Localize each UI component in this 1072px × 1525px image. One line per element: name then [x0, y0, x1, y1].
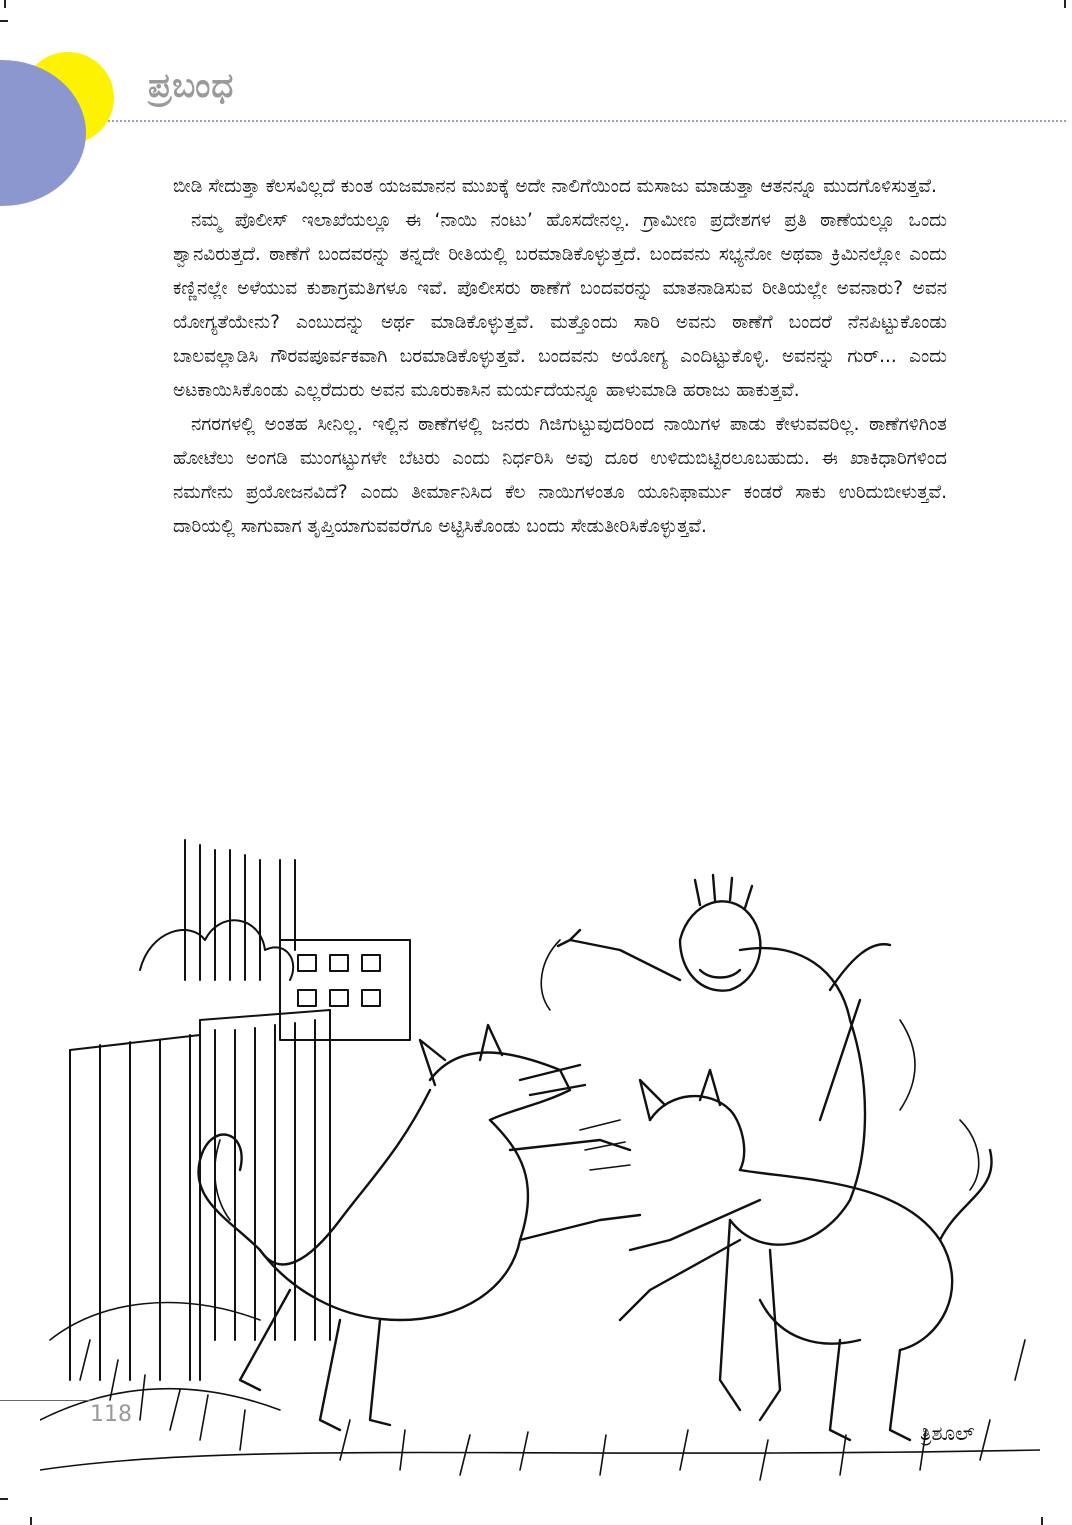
- article-body: [173, 170, 947, 544]
- artist-signature: ತ್ರಿಶೂಲ್: [920, 1421, 975, 1445]
- footer-rule: [0, 1400, 92, 1401]
- paragraph: ನಮ್ಮ ಪೊಲೀಸ್ ಇಲಾಖೆಯಲ್ಲೂ ಈ ‘ನಾಯಿ ನಂಟು’ ಹೊಸದೇನಲ್ಲ. ಗ್ರಾಮೀಣ ಪ್ರದೇಶಗಳ ಪ್ರತಿ ಠಾಣೆಯಲ್ಲೂ ಒಂದು ಶ್ವಾನವಿರುತ್ತದೆ. ಠಾಣೆಗೆ ಬಂದವರನ್ನು ತನ್ನದೇ ರೀತಿಯಲ್ಲಿ ಬರಮಾಡಿಕೊಳ್ಳುತ್ತದೆ. ಬಂದವನು ಸಭ್ಯನೋ ಅಥವಾ ಕ್ರಿಮಿನಲ್ಲೋ ಎಂದು ಕಣ್ಣಿನಲ್ಲೇ ಅಳೆಯುವ ಕುಶಾಗ್ರಮತಿಗಳೂ ಇವೆ. ಪೊಲೀಸರು ಠಾಣೆಗೆ ಬಂದವರನ್ನು ಮಾತನಾಡಿಸುವ ರೀತಿಯಲ್ಲೇ ಅವನಾರು? ಅವನ ಯೋಗ್ಯತೆಯೇನು? ಎಂಬುದನ್ನು ಅರ್ಥ ಮಾಡಿಕೊಳ್ಳುತ್ತವೆ. ಮತ್ತೊಂದು ಸಾರಿ ಅವನು ಠಾಣೆಗೆ ಬಂದರೆ ನೆನಪಿಟ್ಟುಕೊಂಡು ಬಾಲವಲ್ಲಾಡಿಸಿ ಗೌರವಪೂರ್ವಕವಾಗಿ ಬರಮಾಡಿಕೊಳ್ಳುತ್ತವೆ. ಬಂದವನು ಅಯೋಗ್ಯ ಎಂದಿಟ್ಟುಕೊಳ್ಳಿ. ಅವನನ್ನು ಗುರ್... ಎಂದು ಅಟಕಾಯಿಸಿಕೊಂಡು ಎಲ್ಲರೆದುರು ಅವನ ಮೂರುಕಾಸಿನ ಮರ್ಯದೆಯನ್ನೂ ಹಾಳುಮಾಡಿ ಹರಾಜು ಹಾಕುತ್ತವೆ.: [173, 210, 947, 401]
- crop-mark: [30, 1517, 32, 1525]
- paragraph: ಬೀಡಿ ಸೇದುತ್ತಾ ಕೆಲಸವಿಲ್ಲದೆ ಕುಂತ ಯಜಮಾನನ ಮುಖಕ್ಕೆ ಅದೇ ನಾಲಿಗೆಯಿಂದ ಮಸಾಜು ಮಾಡುತ್ತಾ ಆತನನ್ನೂ ಮುದಗೊಳಿಸುತ್ತವೆ.: [173, 176, 937, 197]
- page-number: 118: [90, 1402, 132, 1427]
- crop-mark: [0, 20, 8, 22]
- man-sketch: [558, 875, 890, 1420]
- dog-left-sketch: [198, 1025, 640, 1430]
- crop-mark: [4, 0, 6, 8]
- crop-mark: [1041, 1517, 1043, 1525]
- cartoon-illustration: [40, 820, 1040, 1500]
- crop-mark: [1064, 0, 1066, 8]
- section-title: ಪ್ರಬಂಧ: [148, 66, 235, 106]
- crop-mark: [0, 1498, 8, 1500]
- dog-right-sketch: [620, 1070, 992, 1440]
- header-dotted-rule: [108, 120, 1066, 122]
- paragraph: ನಗರಗಳಲ್ಲಿ ಅಂತಹ ಸೀನಿಲ್ಲ. ಇಲ್ಲಿನ ಠಾಣೆಗಳಲ್ಲಿ ಜನರು ಗಿಜಿಗುಟ್ಟುವುದರಿಂದ ನಾಯಿಗಳ ಪಾಡು ಕೇಳುವವರಿಲ್ಲ. ಠಾಣೆಗಳಿಗಿಂತ ಹೋಟೆಲು ಅಂಗಡಿ ಮುಂಗಟ್ಟುಗಳೇ ಬೆಟರು ಎಂದು ನಿರ್ಧರಿಸಿ ಅವು ದೂರ ಉಳಿದುಬಿಟ್ಟಿರಲೂಬಹುದು. ಈ ಖಾಕಿಧಾರಿಗಳಿಂದ ನಮಗೇನು ಪ್ರಯೋಜನವಿದೆ? ಎಂದು ತೀರ್ಮಾನಿಸಿದ ಕೆಲ ನಾಯಿಗಳಂತೂ ಯೂನಿಫಾರ್ಮು ಕಂಡರೆ ಸಾಕು ಉರಿದುಬೀಳುತ್ತವೆ. ದಾರಿಯಲ್ಲಿ ಸಾಗುವಾಗ ತೃಪ್ತಿಯಾಗುವವರೆಗೂ ಅಟ್ಟಿಸಿಕೊಂಡು ಬಂದು ಸೇಡುತೀರಿಸಿಕೊಳ್ಳುತ್ತವೆ.: [173, 414, 947, 537]
- building-sketch: [70, 840, 410, 1380]
